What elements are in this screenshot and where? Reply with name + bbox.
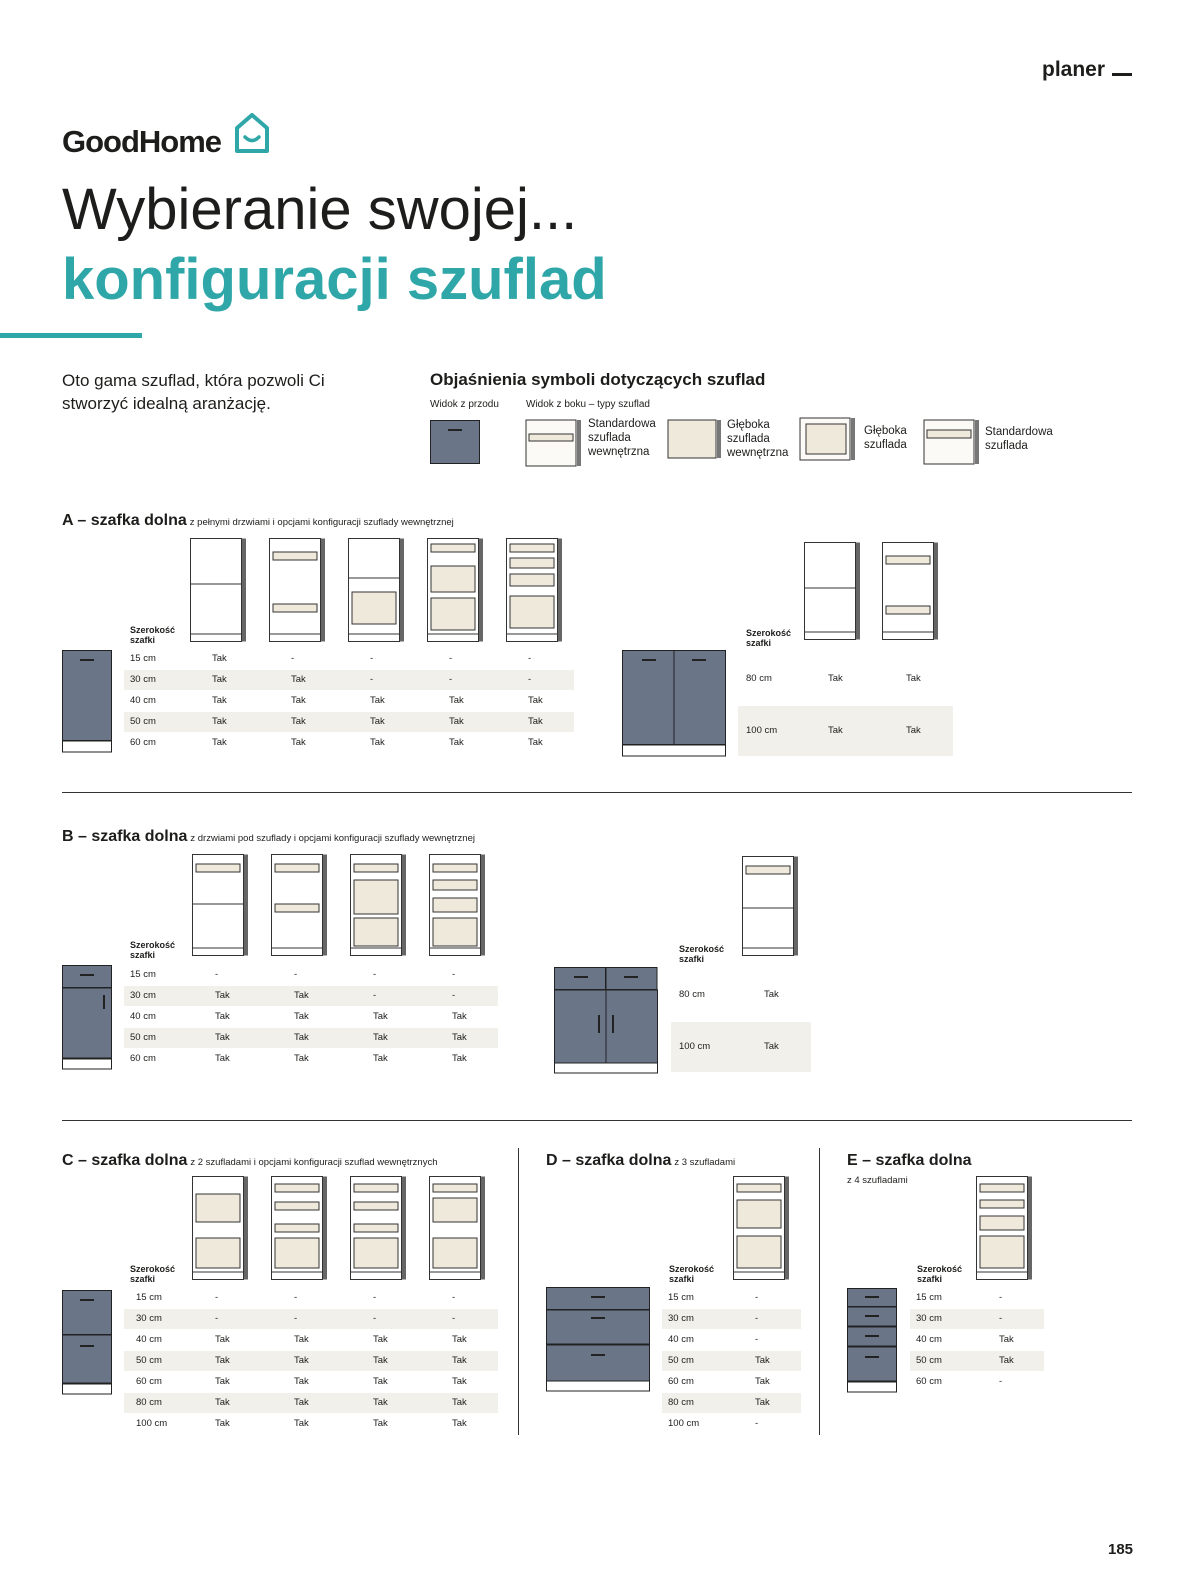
table-cell-width: 80 cm: [679, 989, 705, 1000]
table-cell: Tak: [373, 1376, 388, 1387]
table-cell: Tak: [452, 1397, 467, 1408]
table-row: [662, 1414, 801, 1434]
section-a-title: [62, 512, 454, 530]
table-row: [662, 1372, 801, 1392]
legend-title: Objaśnienia symboli dotyczących szuflad: [430, 370, 766, 389]
section-c-title: [62, 1152, 437, 1170]
table-cell-width: 50 cm: [916, 1355, 942, 1366]
table-cell: -: [528, 674, 532, 685]
table-cell: -: [999, 1313, 1003, 1324]
table-row: [124, 691, 574, 711]
table-cell: -: [452, 969, 456, 980]
table-cell: Tak: [755, 1355, 770, 1366]
table-cell: -: [452, 1292, 456, 1303]
table-cell-width: 30 cm: [130, 674, 156, 685]
table-row: [738, 654, 953, 704]
table-cell: -: [373, 990, 377, 1001]
table-cell-width: 15 cm: [130, 969, 156, 980]
section-b-width-label: Szerokość szafki: [130, 940, 176, 960]
table-cell: Tak: [764, 989, 779, 1000]
table-cell-width: 40 cm: [130, 1011, 156, 1022]
table-cell: Tak: [528, 695, 543, 706]
table-row: [124, 649, 574, 669]
table-cell-width: 40 cm: [130, 695, 156, 706]
table-cell-width: 100 cm: [136, 1418, 168, 1429]
table-cell: Tak: [215, 1334, 230, 1345]
table-cell-width: 80 cm: [668, 1397, 694, 1408]
table-row: [124, 1414, 498, 1434]
table-cell: Tak: [212, 695, 227, 706]
config-drawing: [427, 538, 487, 644]
section-a-wide-width-label: Szerokość szafki: [746, 628, 792, 648]
table-cell: Tak: [291, 716, 306, 727]
table-cell: Tak: [212, 653, 227, 664]
table-row: [124, 1330, 498, 1350]
table-row: [124, 670, 574, 690]
cabinet-b-front-icon: [62, 965, 112, 1071]
table-cell: Tak: [755, 1376, 770, 1387]
table-cell-width: 60 cm: [916, 1376, 942, 1387]
table-cell: Tak: [373, 1011, 388, 1022]
table-cell: Tak: [215, 1011, 230, 1022]
table-row: [662, 1330, 801, 1350]
table-cell-width: 50 cm: [668, 1355, 694, 1366]
table-cell: -: [755, 1334, 759, 1345]
table-cell: Tak: [294, 1355, 309, 1366]
table-row: [671, 1022, 811, 1072]
table-cell: -: [215, 969, 219, 980]
table-cell: Tak: [452, 1334, 467, 1345]
table-cell: Tak: [373, 1053, 388, 1064]
page-number: 185: [1108, 1541, 1134, 1558]
table-cell-width: 40 cm: [916, 1334, 942, 1345]
standard-drawer-icon: [922, 418, 984, 466]
table-cell-width: 15 cm: [136, 1292, 162, 1303]
table-row: [124, 1028, 498, 1048]
table-cell: Tak: [215, 1418, 230, 1429]
table-cell: Tak: [373, 1355, 388, 1366]
table-row: [124, 1049, 498, 1069]
table-cell: Tak: [215, 990, 230, 1001]
table-cell: Tak: [906, 673, 921, 684]
home-logo-icon: [234, 112, 270, 154]
table-cell-width: 30 cm: [136, 1313, 162, 1324]
table-cell: Tak: [212, 716, 227, 727]
table-cell: Tak: [215, 1053, 230, 1064]
table-cell: Tak: [212, 737, 227, 748]
table-row: [124, 1351, 498, 1371]
table-cell-width: 50 cm: [130, 716, 156, 727]
section-d-heading: D – szafka dolna: [546, 1152, 672, 1169]
table-cell: -: [528, 653, 532, 664]
table-cell: -: [449, 674, 453, 685]
legend-side-view-label: Widok z boku – typy szuflad: [526, 399, 650, 410]
table-cell: -: [373, 1292, 377, 1303]
table-cell-width: 60 cm: [136, 1376, 162, 1387]
legend-label-deep: Głęboka szuflada: [864, 425, 907, 451]
table-cell: Tak: [212, 674, 227, 685]
column-divider: [819, 1148, 820, 1435]
table-row: [662, 1351, 801, 1371]
table-row: [124, 1007, 498, 1027]
table-cell: -: [370, 653, 374, 664]
table-cell: Tak: [755, 1397, 770, 1408]
table-row: [124, 1288, 498, 1308]
table-cell: Tak: [294, 1053, 309, 1064]
table-row: [124, 1393, 498, 1413]
table-row: [124, 965, 498, 985]
divider: [62, 792, 1132, 793]
table-cell: -: [294, 1313, 298, 1324]
table-cell: Tak: [294, 1011, 309, 1022]
legend-label-standard: Standardowa szuflada: [985, 426, 1053, 452]
table-cell: Tak: [215, 1032, 230, 1043]
table-cell-width: 60 cm: [668, 1376, 694, 1387]
section-b-title: [62, 828, 475, 846]
table-cell: Tak: [452, 1011, 467, 1022]
table-row: [662, 1288, 801, 1308]
table-cell: Tak: [370, 716, 385, 727]
cabinet-a-front-icon: [62, 650, 112, 754]
section-a-heading: A – szafka dolna: [62, 512, 187, 529]
table-cell-width: 100 cm: [679, 1041, 711, 1052]
section-c-heading: C – szafka dolna: [62, 1152, 188, 1169]
config-drawing: [506, 538, 566, 644]
table-cell-width: 15 cm: [668, 1292, 694, 1303]
legend-label-deep-inner: Głęboka szuflada wewnętrzna: [727, 419, 789, 459]
table-cell: Tak: [291, 695, 306, 706]
table-cell: -: [373, 969, 377, 980]
table-cell: Tak: [452, 1053, 467, 1064]
table-row: [124, 712, 574, 732]
table-cell: Tak: [291, 737, 306, 748]
table-row: [910, 1330, 1044, 1350]
table-row: [738, 706, 953, 756]
table-cell: Tak: [828, 673, 843, 684]
config-drawing: [271, 854, 331, 958]
table-cell-width: 60 cm: [130, 1053, 156, 1064]
page-title-line2: konfiguracji szuflad: [62, 247, 607, 312]
config-drawing: [348, 538, 408, 644]
table-cell: -: [294, 1292, 298, 1303]
config-drawing: [882, 542, 942, 642]
standard-inner-drawer-icon: [524, 418, 586, 468]
table-row: [910, 1351, 1044, 1371]
table-cell: -: [755, 1313, 759, 1324]
table-cell: Tak: [452, 1355, 467, 1366]
table-cell-width: 30 cm: [130, 990, 156, 1001]
section-d-subtitle: z 3 szufladami: [674, 1157, 736, 1168]
table-cell: -: [294, 969, 298, 980]
table-row: [671, 970, 811, 1020]
config-drawing: [804, 542, 864, 642]
section-c-subtitle: z 2 szufladami i opcjami konfiguracji szuflad wewnętrznych: [190, 1157, 438, 1168]
legend-label-standard-inner: Standardowa szuflada wewnętrzna: [588, 418, 656, 458]
table-cell: -: [452, 990, 456, 1001]
config-drawing: [742, 856, 802, 958]
page-title-line1: Wybieranie swojej...: [62, 177, 578, 242]
config-drawing: [271, 1176, 331, 1282]
table-cell: Tak: [294, 1334, 309, 1345]
column-divider: [518, 1148, 519, 1435]
table-cell-width: 100 cm: [746, 725, 778, 736]
table-cell: -: [215, 1313, 219, 1324]
cabinet-b-wide-front-icon: [554, 967, 660, 1075]
section-b-heading: B – szafka dolna: [62, 828, 188, 845]
accent-bar: [0, 333, 142, 338]
section-label-underline: [1112, 73, 1132, 76]
section-label: planer: [1042, 58, 1106, 81]
table-cell-width: 30 cm: [668, 1313, 694, 1324]
section-a-subtitle: z pełnymi drzwiami i opcjami konfiguracji szuflady wewnętrznej: [189, 517, 454, 528]
config-drawing: [269, 538, 329, 644]
config-drawing: [190, 538, 250, 644]
table-cell: -: [999, 1376, 1003, 1387]
table-cell-width: 80 cm: [746, 673, 772, 684]
divider: [62, 1120, 1132, 1121]
section-e-heading: E – szafka dolna: [847, 1152, 972, 1169]
config-drawing: [350, 854, 410, 958]
config-drawing: [733, 1176, 793, 1282]
section-e-title: [847, 1152, 972, 1170]
config-drawing: [192, 854, 252, 958]
table-cell: Tak: [294, 1418, 309, 1429]
table-cell: Tak: [452, 1032, 467, 1043]
table-row: [910, 1309, 1044, 1329]
table-cell: -: [373, 1313, 377, 1324]
table-cell: -: [755, 1292, 759, 1303]
section-c-width-label: Szerokość szafki: [130, 1264, 176, 1284]
table-cell: -: [215, 1292, 219, 1303]
section-b-subtitle: z drzwiami pod szuflady i opcjami konfiguracji szuflady wewnętrznej: [190, 833, 475, 844]
table-cell-width: 15 cm: [130, 653, 156, 664]
table-cell: -: [370, 674, 374, 685]
table-cell: Tak: [528, 716, 543, 727]
cabinet-d-front-icon: [546, 1287, 652, 1393]
table-cell-width: 15 cm: [916, 1292, 942, 1303]
table-cell: -: [452, 1313, 456, 1324]
table-cell: Tak: [906, 725, 921, 736]
table-row: [662, 1309, 801, 1329]
config-drawing: [429, 1176, 489, 1282]
config-drawing: [976, 1176, 1036, 1282]
table-cell: Tak: [828, 725, 843, 736]
table-cell: Tak: [373, 1032, 388, 1043]
table-cell-width: 40 cm: [136, 1334, 162, 1345]
table-cell: -: [449, 653, 453, 664]
table-cell: Tak: [452, 1418, 467, 1429]
cabinet-a-wide-front-icon: [622, 650, 728, 758]
table-row: [124, 1309, 498, 1329]
table-cell: Tak: [449, 716, 464, 727]
table-cell: Tak: [294, 1032, 309, 1043]
intro-text: Oto gama szuflad, która pozwoli Ci stworzyć idealną aranżację.: [62, 371, 325, 413]
table-cell: Tak: [764, 1041, 779, 1052]
table-cell: Tak: [370, 737, 385, 748]
table-cell-width: 60 cm: [130, 737, 156, 748]
table-cell: Tak: [291, 674, 306, 685]
table-row: [910, 1288, 1044, 1308]
logo-text: GoodHome: [62, 124, 222, 159]
table-cell-width: 30 cm: [916, 1313, 942, 1324]
config-drawing: [350, 1176, 410, 1282]
table-cell: -: [999, 1292, 1003, 1303]
table-cell: Tak: [294, 990, 309, 1001]
section-b-wide-width-label: Szerokość szafki: [679, 944, 725, 964]
table-cell: Tak: [294, 1376, 309, 1387]
section-e-width-label: Szerokość szafki: [917, 1264, 963, 1284]
table-cell: Tak: [999, 1355, 1014, 1366]
table-row: [910, 1372, 1044, 1392]
table-cell: Tak: [373, 1418, 388, 1429]
section-a-width-label: Szerokość szafki: [130, 625, 176, 645]
table-row: [124, 986, 498, 1006]
section-e-subtitle: z 4 szufladami: [847, 1175, 908, 1186]
table-cell: Tak: [215, 1397, 230, 1408]
table-cell: Tak: [373, 1397, 388, 1408]
table-cell: Tak: [449, 695, 464, 706]
table-cell: -: [755, 1418, 759, 1429]
table-row: [662, 1393, 801, 1413]
section-d-width-label: Szerokość szafki: [669, 1264, 715, 1284]
cabinet-e-front-icon: [847, 1288, 899, 1394]
table-cell: -: [291, 653, 295, 664]
table-cell-width: 80 cm: [136, 1397, 162, 1408]
table-cell-width: 100 cm: [668, 1418, 700, 1429]
legend-front-view-label: Widok z przodu: [430, 399, 499, 410]
cabinet-c-front-icon: [62, 1290, 112, 1396]
table-cell: Tak: [370, 695, 385, 706]
table-row: [124, 1372, 498, 1392]
table-row: [124, 733, 574, 753]
table-cell: Tak: [528, 737, 543, 748]
table-cell: Tak: [999, 1334, 1014, 1345]
config-drawing: [192, 1176, 252, 1282]
config-drawing: [429, 854, 489, 958]
legend-front-view-icon: [430, 420, 482, 464]
table-cell-width: 50 cm: [130, 1032, 156, 1043]
section-d-title: [546, 1152, 735, 1170]
table-cell: Tak: [294, 1397, 309, 1408]
table-cell-width: 40 cm: [668, 1334, 694, 1345]
deep-inner-drawer-icon: [666, 418, 726, 460]
table-cell: Tak: [373, 1334, 388, 1345]
table-cell-width: 50 cm: [136, 1355, 162, 1366]
deep-drawer-icon: [798, 416, 860, 462]
table-cell: Tak: [215, 1376, 230, 1387]
table-cell: Tak: [449, 737, 464, 748]
table-cell: Tak: [452, 1376, 467, 1387]
table-cell: Tak: [215, 1355, 230, 1366]
